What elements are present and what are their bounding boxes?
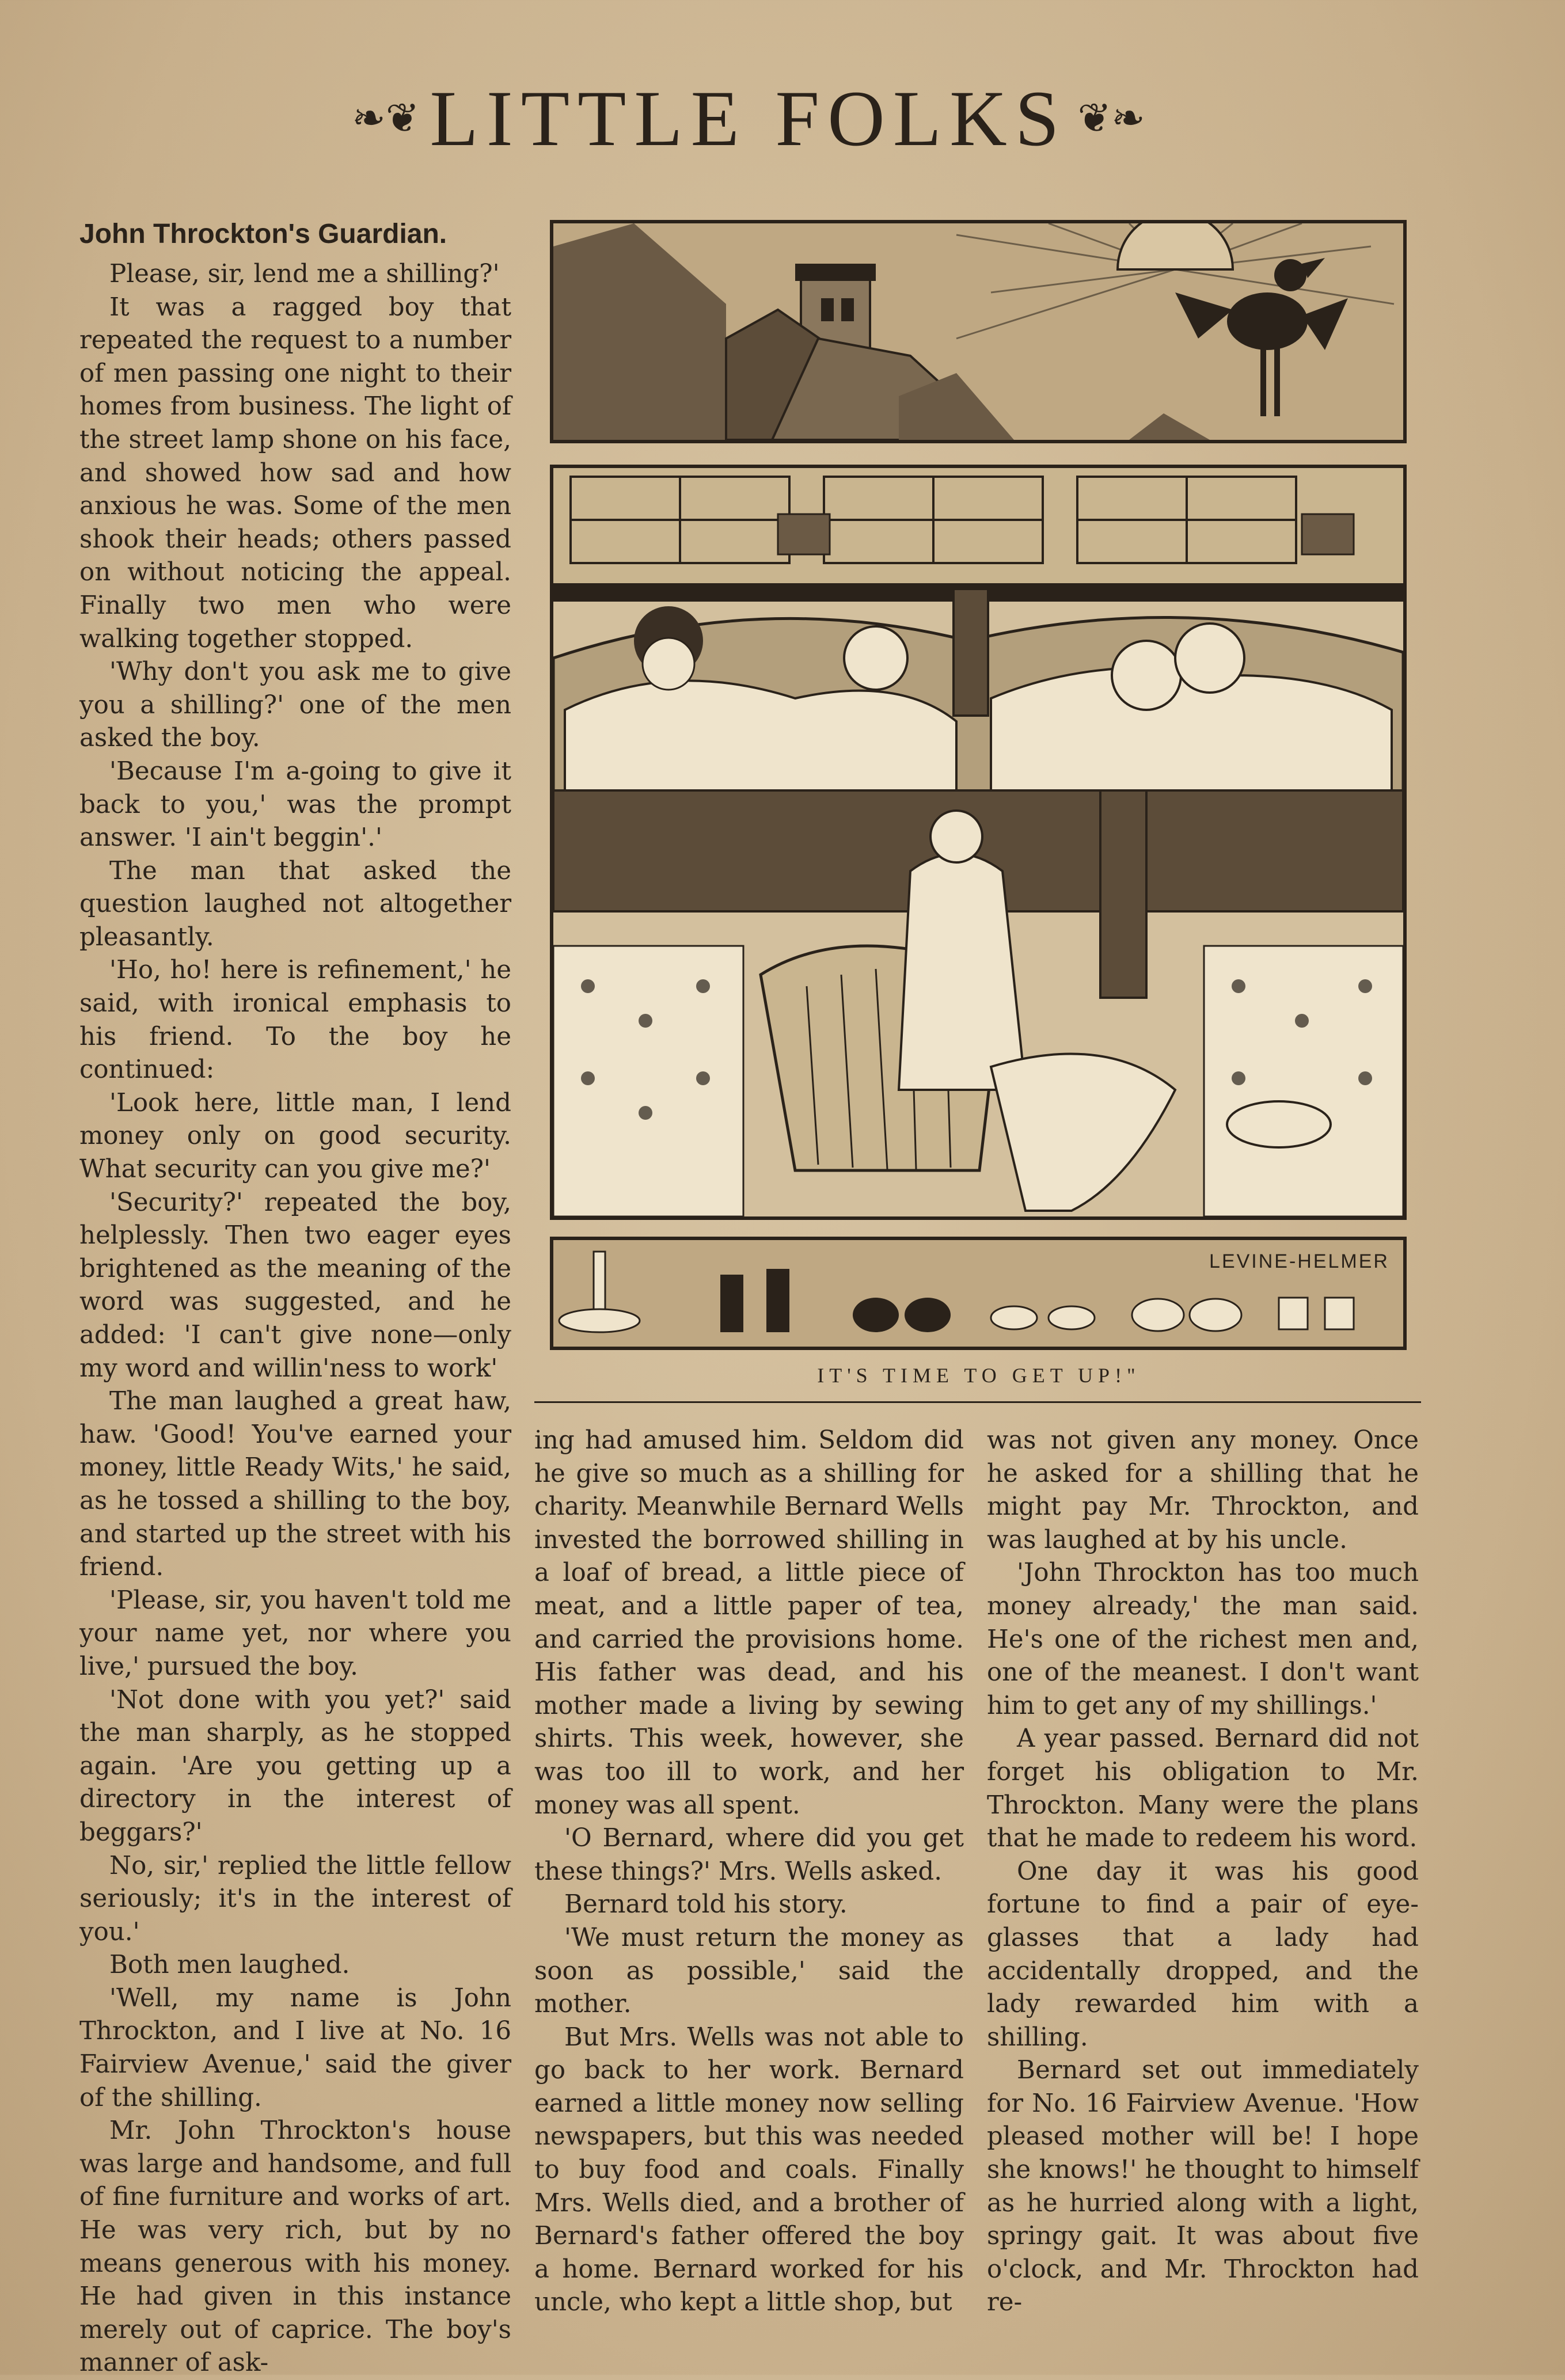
- paragraph: No, sir,' replied the little fellow seriously; it's in the interest of you.': [79, 1851, 511, 1946]
- paragraph: Both men laughed.: [109, 1951, 350, 1980]
- masthead: [322, 75, 1175, 161]
- paragraph: But Mrs. Wells was not able to go back to her work. Bernard earned a little money now selling newspapers, but this was needed to buy food and coals. Finally Mrs. Wells died, and a brother of Bernard's father offered the boy a home. Bernard worked for his uncle, who kept a little shop, but: [534, 2022, 964, 2317]
- artist-signature: LEVINE-HELMER: [1209, 1250, 1389, 1272]
- bedroom-drawing: [553, 468, 1403, 1216]
- rooftop-sunrise-panel: [550, 220, 1407, 443]
- paragraph: Bernard told his story.: [564, 1890, 848, 1919]
- paragraph: 'Please, sir, you haven't told me your name yet, nor where you live,' pursued the boy.: [79, 1586, 511, 1681]
- illustration: [550, 220, 1407, 1350]
- right-ornament-icon: ❦❧: [1077, 94, 1145, 142]
- paragraph: 'Not done with you yet?' said the man sharply, as he stopped again. 'Are you getting up a directory in the interest of beggars?': [79, 1685, 511, 1847]
- paragraph: was not given any money. Once he asked for a shilling that he might pay Mr. Throckton, and was laughed at by his uncle.: [987, 1426, 1419, 1554]
- paragraph: 'Ho, ho! here is refinement,' he said, with ironical emphasis to his friend. To the boy he continued:: [79, 956, 511, 1085]
- left-ornament-icon: ❧❦: [352, 94, 420, 142]
- paragraph: 'Security?' repeated the boy, helplessly. Then two eager eyes brightened as the meaning of the word was suggested, and he added: 'I can't give none—only my word and willin'ness to work': [79, 1188, 511, 1383]
- masthead-title: LITTLE FOLKS: [430, 74, 1068, 162]
- paragraph: A year passed. Bernard did not forget his obligation to Mr. Throckton. Many were the plans that he made to redeem his word.: [987, 1724, 1419, 1853]
- paragraph: ing had amused him. Seldom did he give so much as a shilling for charity. Meanwhile Bernard Wells invested the borrowed shilling in a loaf of bread, a little piece of meat, and a little paper of tea, and carried the provisions home. His father was dead, and his mother made a living by sewing shirts. This week, however, she was too ill to work, and her money was all spent.: [534, 1426, 964, 1820]
- paragraph: 'Look here, little man, I lend money only on good security. What security can you give me?': [79, 1088, 511, 1184]
- shoes-panel: [550, 1237, 1407, 1350]
- rooftop-sunrise-drawing: [553, 223, 1403, 440]
- paragraph: It was a ragged boy that repeated the request to a number of men passing one night to their homes from business. The light of the street lamp shone on his face, and showed how sad and how anxious he was. Some of the men shook their heads; others passed on without noticing the appeal. Finally two men who were walking together stopped.: [79, 292, 511, 653]
- illustration-caption: IT'S TIME TO GET UP!": [817, 1364, 1141, 1387]
- paragraph: 'Because I'm a-going to give it back to you,' was the prompt answer. 'I ain't beggin'.': [79, 756, 511, 853]
- paragraph: Please, sir, lend me a shilling?': [109, 260, 500, 288]
- story-title: John Throckton's Guardian.: [79, 219, 447, 249]
- paragraph: The man that asked the question laughed not altogether pleasantly.: [79, 856, 511, 952]
- divider: [534, 1401, 1421, 1403]
- paragraph: One day it was his good fortune to find a pair of eye-glasses that a lady had accidentally dropped, and the lady rewarded him with a shilling.: [987, 1857, 1419, 2052]
- story-column-2: [534, 1424, 964, 2320]
- paragraph: 'O Bernard, where did you get these things?' Mrs. Wells asked.: [534, 1824, 964, 1886]
- paragraph: 'Well, my name is John Throckton, and I live at No. 16 Fairview Avenue,' said the giver of the shilling.: [79, 1983, 511, 2112]
- paragraph: 'Why don't you ask me to give you a shilling?' one of the men asked the boy.: [79, 657, 511, 753]
- paragraph: Bernard set out immediately for No. 16 Fairview Avenue. 'How pleased mother will be! I hope she knows!' he thought to himself as he hurried along with a light, springy gait. It was about five o'clock, and Mr. Throckton had re-: [987, 2056, 1419, 2317]
- story-column-3: [987, 1424, 1419, 2320]
- paragraph: The man laughed a great haw, haw. 'Good! You've earned your money, little Ready Wits,' he said, as he tossed a shilling to the boy, and started up the street with his friend.: [79, 1387, 511, 1582]
- paragraph: Mr. John Throckton's house was large and handsome, and full of fine furniture and works of art. He was very rich, but by no means generous with his money. He had given in this instance merely out of caprice. The boy's manner of ask-: [79, 2116, 511, 2378]
- bedroom-panel: [550, 465, 1407, 1220]
- story-column-1: [79, 214, 511, 2380]
- paragraph: 'John Throckton has too much money already,' the man said. He's one of the richest men and, one of the meanest. I don't want him to get any of my shillings.': [987, 1558, 1419, 1720]
- paragraph: 'We must return the money as soon as possible,' said the mother.: [534, 1923, 964, 2019]
